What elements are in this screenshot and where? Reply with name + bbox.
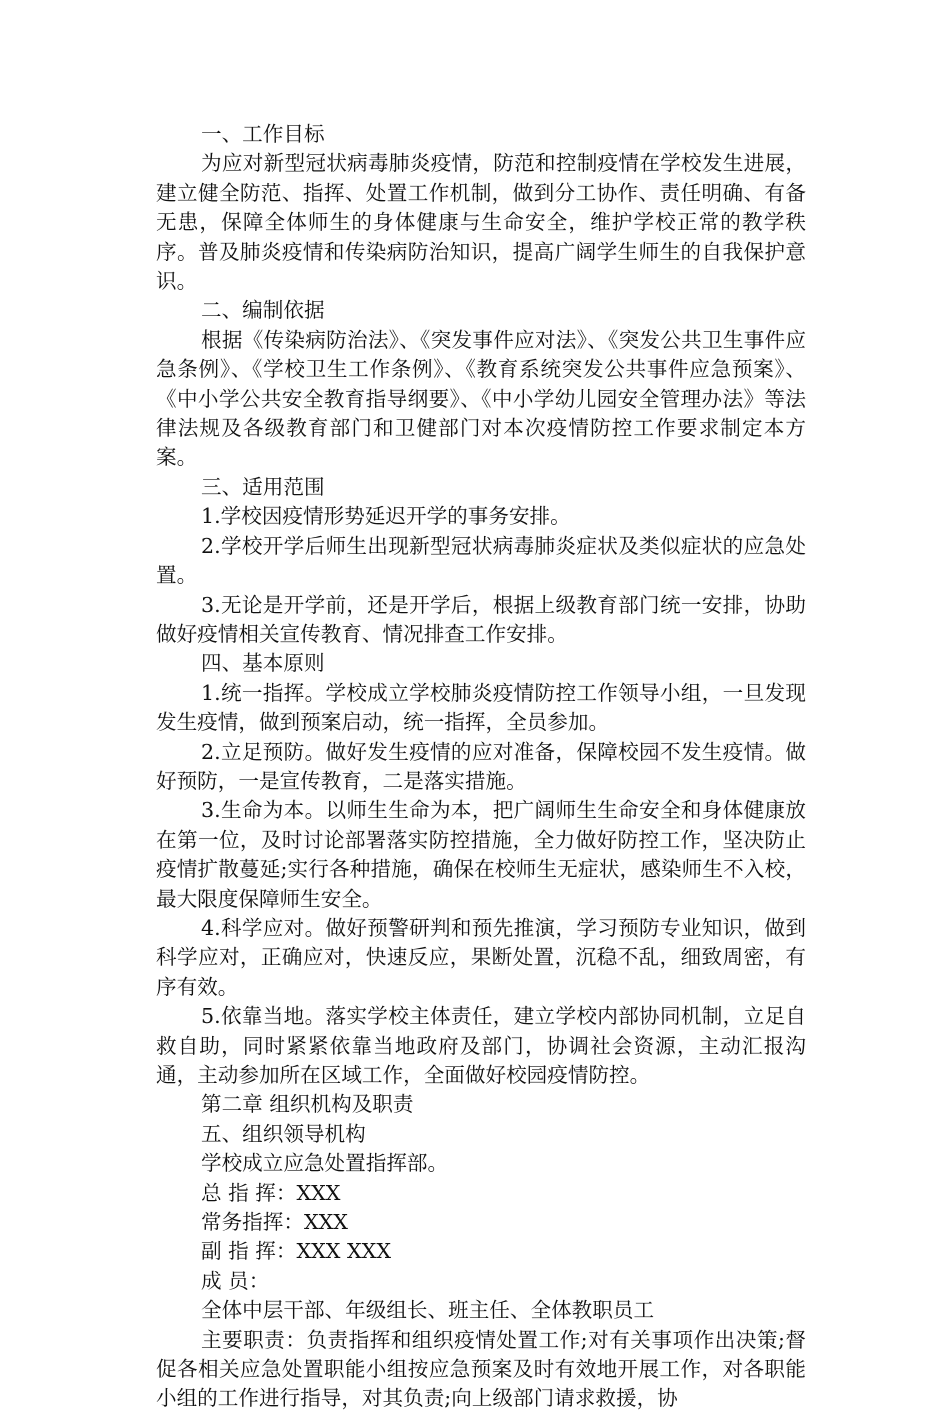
principle-item-3: 3.生命为本。以师生生命为本，把广阔师生生命安全和身体健康放在第一位，及时讨论部署落实防控措施，全力做好防控工作，坚决防止疫情扩散蔓延;实行各种措施，确保在校师生无症状，感染师生不入校，最大限度保障师生安全。 [156, 798, 806, 911]
chapter-two-heading: 第二章 组织机构及职责 [201, 1092, 414, 1117]
principle-item-5: 5.依靠当地。落实学校主体责任，建立学校内部协同机制，立足自救自助，同时紧紧依靠当地政府及部门，协调社会资源，主动汇报沟通，主动参加所在区域工作，全面做好校园疫情防控。 [156, 1004, 806, 1087]
members-label: 成 员： [201, 1268, 270, 1293]
principle-item-1: 1.统一指挥。学校成立学校肺炎疫情防控工作领导小组，一旦发现发生疫情，做到预案启动，统一指挥，全员参加。 [156, 680, 806, 735]
paragraph-command-center: 学校成立应急处置指挥部。 [201, 1151, 449, 1176]
heading-scope: 三、适用范围 [201, 474, 325, 499]
principle-item-2: 2.立足预防。做好发生疫情的应对准备，保障校园不发生疫情。做好预防，一是宣传教育，二是落实措施。 [156, 739, 806, 793]
paragraph-work-goal: 为应对新型冠状病毒肺炎疫情，防范和控制疫情在学校发生进展，建立健全防范、指挥、处置工作机制，做到分工协作、责任明确、有备无患，保障全体师生的身体健康与生命安全，维护学校正常的教学秩序。普及肺炎疫情和传染病防治知识，提高广阔学生师生的自我保护意识。 [156, 151, 806, 294]
deputy-commander-line: 副 指 挥：XXX XXX [201, 1239, 391, 1264]
heading-work-goal: 一、工作目标 [201, 122, 325, 146]
document-body [156, 120, 806, 1414]
scope-item-1: 1.学校因疫情形势延迟开学的事务安排。 [201, 504, 571, 529]
scope-item-2: 2.学校开学后师生出现新型冠状病毒肺炎症状及类似症状的应急处置。 [156, 533, 806, 588]
commander-line: 总 指 挥：XXX [201, 1180, 341, 1205]
executive-commander-line: 常务指挥：XXX [201, 1210, 348, 1235]
scope-item-3: 3.无论是开学前，还是开学后，根据上级教育部门统一安排，协助做好疫情相关宣传教育、情况排查工作安排。 [156, 592, 806, 646]
members-list: 全体中层干部、年级组长、班主任、全体教职员工 [201, 1298, 655, 1323]
paragraph-main-duties: 主要职责：负责指挥和组织疫情处置工作;对有关事项作出决策;督促各相关应急处置职能小组按应急预案及时有效地开展工作，对各职能小组的工作进行指导，对其负责;向上级部门请求救援，协 [156, 1327, 806, 1411]
heading-basis: 二、编制依据 [201, 298, 325, 323]
heading-organization: 五、组织领导机构 [201, 1121, 366, 1146]
paragraph-basis: 根据《传染病防治法》、《突发事件应对法》、《突发公共卫生事件应急条例》、《学校卫生工作条例》、《教育系统突发公共事件应急预案》、《中小学公共安全教育指导纲要》、《中小学幼儿园安全管理办法》等法律法规及各级教育部门和卫健部门对本次疫情防控工作要求制定本方案。 [156, 327, 806, 470]
heading-principles: 四、基本原则 [201, 651, 325, 676]
principle-item-4: 4.科学应对。做好预警研判和预先推演，学习预防专业知识，做到科学应对，正确应对，快速反应，果断处置，沉稳不乱，细致周密，有序有效。 [156, 915, 806, 999]
